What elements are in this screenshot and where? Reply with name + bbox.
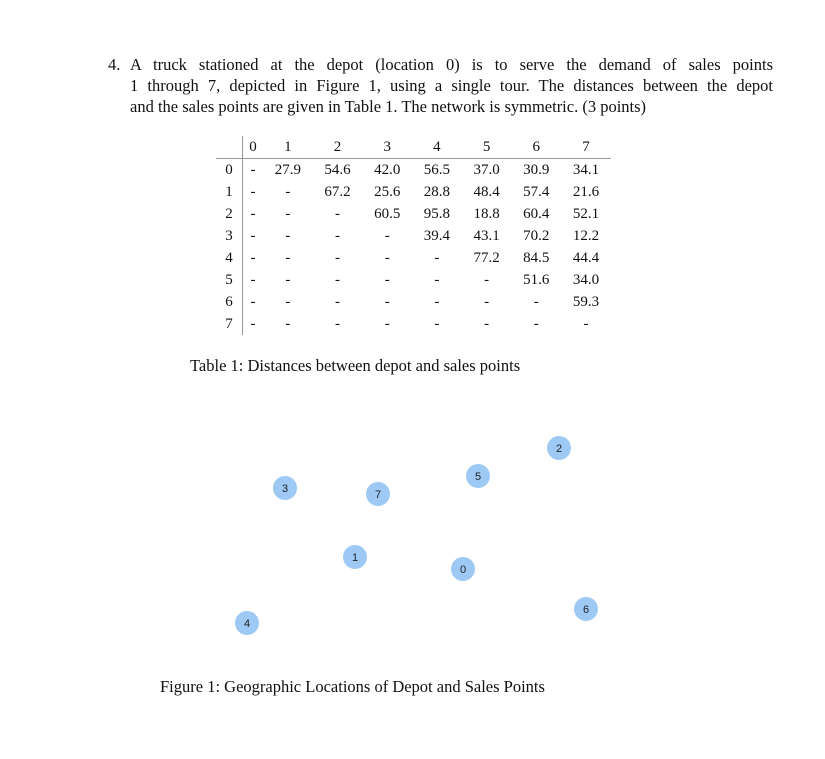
location-node-4 bbox=[235, 611, 259, 635]
table-cell: 27.9 bbox=[274, 161, 301, 178]
table-cell: - bbox=[250, 205, 256, 222]
location-node-6 bbox=[574, 597, 598, 621]
table-col-header: 6 bbox=[511, 136, 561, 159]
table-col-header: 7 bbox=[561, 136, 611, 159]
location-node-5 bbox=[466, 464, 490, 488]
table-cell: 59.3 bbox=[572, 293, 600, 310]
table-cell: 18.8 bbox=[473, 205, 500, 222]
table-cell: 51.6 bbox=[523, 271, 550, 288]
table-cell: - bbox=[285, 271, 291, 288]
table-col-header: 2 bbox=[313, 136, 363, 159]
table-cell: 34.1 bbox=[572, 161, 600, 178]
location-node-label: 1 bbox=[351, 552, 359, 564]
table-row-header: 3 bbox=[216, 225, 243, 247]
table-cell: 48.4 bbox=[473, 183, 500, 200]
table-cell: 25.6 bbox=[374, 183, 401, 200]
table-row-header: 1 bbox=[216, 181, 243, 203]
table-cell: - bbox=[285, 315, 291, 332]
table-cell: - bbox=[285, 183, 291, 200]
table-cell: 60.4 bbox=[523, 205, 550, 222]
table-cell: - bbox=[250, 227, 256, 244]
table-row-header: 7 bbox=[216, 313, 243, 335]
table-cell: 70.2 bbox=[523, 227, 550, 244]
table-col-header: 4 bbox=[412, 136, 462, 159]
location-node-3 bbox=[273, 476, 297, 500]
table-row-header: 4 bbox=[216, 247, 243, 269]
table-row-header: 2 bbox=[216, 203, 243, 225]
table-cell: - bbox=[484, 271, 490, 288]
location-node-2 bbox=[547, 436, 571, 460]
table-cell: - bbox=[250, 249, 256, 266]
table-cell: 95.8 bbox=[423, 205, 451, 222]
table-cell: 54.6 bbox=[324, 161, 351, 178]
table-cell: 57.4 bbox=[523, 183, 550, 200]
table-cell: - bbox=[583, 315, 589, 332]
location-node-label: 7 bbox=[374, 489, 382, 501]
table-cell: - bbox=[285, 205, 291, 222]
table-cell: 77.2 bbox=[473, 249, 500, 266]
table-cell: - bbox=[250, 293, 256, 310]
table-cell: 12.2 bbox=[572, 227, 600, 244]
table-cell: - bbox=[384, 227, 390, 244]
table-cell: - bbox=[434, 315, 440, 332]
location-node-0 bbox=[451, 557, 475, 581]
table-cell: 30.9 bbox=[523, 161, 550, 178]
table-col-header: 3 bbox=[362, 136, 412, 159]
problem-line-2: 1 through 7, depicted in Figure 1, using a single tour. The distances between the depot bbox=[130, 76, 773, 95]
table-cell: - bbox=[484, 315, 490, 332]
location-node-7 bbox=[366, 482, 390, 506]
table-cell: - bbox=[335, 205, 341, 222]
table-cell: - bbox=[384, 271, 390, 288]
table-cell: - bbox=[434, 271, 440, 288]
table-cell: - bbox=[335, 315, 341, 332]
table-col-header: 5 bbox=[462, 136, 512, 159]
table-cell: - bbox=[285, 249, 291, 266]
table-cell: - bbox=[285, 227, 291, 244]
table-cell: 37.0 bbox=[473, 161, 500, 178]
table-cell: - bbox=[434, 249, 440, 266]
table-cell: - bbox=[335, 227, 341, 244]
table-cell: - bbox=[335, 293, 341, 310]
table-cell: - bbox=[533, 315, 539, 332]
location-node-label: 6 bbox=[582, 604, 590, 616]
table-col-header: 0 bbox=[243, 136, 264, 159]
table-caption: Table 1: Distances between depot and sales points bbox=[190, 356, 521, 375]
table-cell: - bbox=[285, 293, 291, 310]
table-cell: - bbox=[384, 293, 390, 310]
table-cell: - bbox=[250, 183, 256, 200]
table-cell: - bbox=[533, 293, 539, 310]
location-node-label: 5 bbox=[474, 471, 482, 483]
table-cell: - bbox=[250, 161, 256, 178]
table-cell: - bbox=[384, 315, 390, 332]
table-row-header: 5 bbox=[216, 269, 243, 291]
table-cell: 56.5 bbox=[423, 161, 451, 178]
table-cell: - bbox=[384, 249, 390, 266]
table-cell: 42.0 bbox=[374, 161, 401, 178]
problem-line-3: and the sales points are given in Table 1. The network is symmetric. (3 points) bbox=[130, 97, 647, 116]
table-cell: 43.1 bbox=[473, 227, 500, 244]
table-cell: 34.0 bbox=[572, 271, 600, 288]
table-cell: - bbox=[335, 249, 341, 266]
table-col-header: 1 bbox=[263, 136, 313, 159]
location-node-label: 3 bbox=[281, 483, 289, 495]
table-cell: - bbox=[484, 293, 490, 310]
table-cell: 39.4 bbox=[423, 227, 451, 244]
table-cell: - bbox=[250, 315, 256, 332]
table-row-header: 0 bbox=[216, 159, 243, 182]
problem-line-1: A truck stationed at the depot (location 0) is to serve the demand of sales points bbox=[130, 55, 773, 74]
location-node-label: 2 bbox=[555, 443, 563, 455]
problem-number: 4. bbox=[108, 55, 121, 74]
table-cell: 60.5 bbox=[374, 205, 401, 222]
location-node-1 bbox=[343, 545, 367, 569]
table-cell: - bbox=[434, 293, 440, 310]
table-cell: 84.5 bbox=[523, 249, 550, 266]
table-cell: 52.1 bbox=[572, 205, 600, 222]
table-cell: 21.6 bbox=[572, 183, 600, 200]
table-cell: - bbox=[250, 271, 256, 288]
table-row-header: 6 bbox=[216, 291, 243, 313]
table-cell: - bbox=[335, 271, 341, 288]
location-node-label: 4 bbox=[243, 618, 251, 630]
table-cell: 44.4 bbox=[572, 249, 600, 266]
figure-caption: Figure 1: Geographic Locations of Depot and Sales Points bbox=[160, 677, 545, 696]
table-cell: 28.8 bbox=[423, 183, 451, 200]
location-node-label: 0 bbox=[459, 564, 467, 576]
table-cell: 67.2 bbox=[324, 183, 351, 200]
